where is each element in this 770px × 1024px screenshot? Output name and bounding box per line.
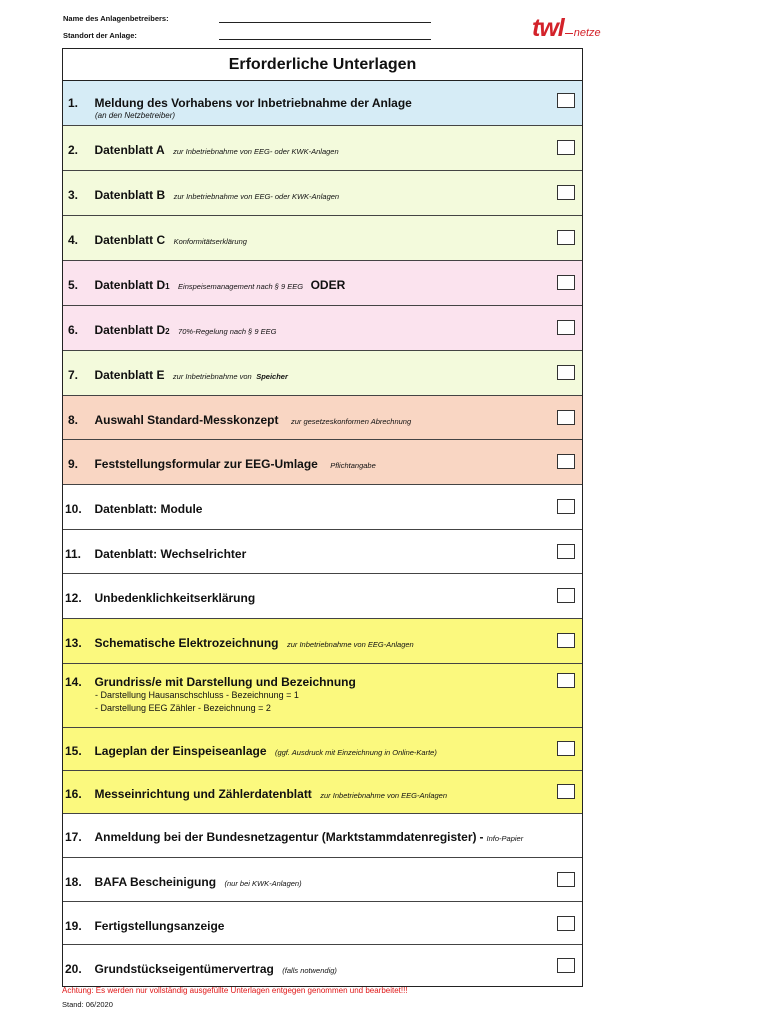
- item-number: 13.: [65, 636, 82, 650]
- item-row-15: [63, 728, 582, 771]
- item-subnote: (an den Netzbetreiber): [95, 111, 176, 120]
- item-label: Anmeldung bei der Bundesnetzagentur (Marktstammdatenregister): [94, 830, 477, 844]
- footer-warning: Achtung: Es werden nur vollständig ausgefüllte Unterlagen entgegen genommen und bearbeitet!!!: [62, 986, 408, 995]
- item-note: Info-Papier: [486, 834, 524, 843]
- item-row-5: [63, 261, 582, 306]
- item-subscript: 2: [165, 327, 170, 336]
- item-label: Unbedenklichkeitserklärung: [94, 591, 256, 605]
- footer-stand-date: Stand: 06/2020: [62, 1000, 113, 1009]
- item-note-bold: Speicher: [256, 372, 288, 381]
- item-label: Feststellungsformular zur EEG-Umlage: [94, 457, 318, 471]
- item-line: [65, 828, 523, 846]
- item-checkbox[interactable]: [557, 320, 575, 335]
- item-label: Datenblatt E: [94, 368, 165, 382]
- item-line: [65, 500, 202, 518]
- item-checkbox[interactable]: [557, 958, 575, 973]
- item-number: 16.: [65, 787, 82, 801]
- item-bullet: - Darstellung EEG Zähler - Bezeichnung = 2: [95, 703, 271, 713]
- item-number: 20.: [65, 962, 82, 976]
- item-note: zur Inbetriebnahme von EEG- oder KWK-Anlagen: [173, 192, 340, 201]
- item-checkbox[interactable]: [557, 140, 575, 155]
- item-number: 19.: [65, 919, 82, 933]
- item-checkbox[interactable]: [557, 454, 575, 469]
- item-row-3: [63, 171, 582, 216]
- item-number: 2.: [68, 143, 79, 157]
- item-label: Grundriss/e mit Darstellung und Bezeichnung: [94, 675, 356, 689]
- item-number: 9.: [68, 457, 79, 471]
- item-line: [68, 231, 247, 249]
- item-line: [65, 917, 224, 935]
- item-label: Datenblatt: Module: [94, 502, 203, 516]
- item-note: (nur bei KWK-Anlagen): [224, 879, 302, 888]
- item-number: 10.: [65, 502, 82, 516]
- item-note: Konformitätserklärung: [173, 237, 247, 246]
- item-label: BAFA Bescheinigung: [94, 875, 217, 889]
- item-number: 7.: [68, 368, 79, 382]
- item-checkbox[interactable]: [557, 365, 575, 380]
- item-line: [68, 141, 339, 159]
- logo-main-text: twl: [532, 14, 564, 42]
- item-row-8: [63, 396, 582, 440]
- item-line: [68, 321, 276, 339]
- item-checkbox[interactable]: [557, 544, 575, 559]
- item-line: [65, 873, 302, 891]
- item-label: Messeinrichtung und Zählerdatenblatt: [94, 787, 312, 801]
- item-line: [68, 94, 412, 112]
- item-line: [65, 960, 337, 978]
- item-row-19: [63, 902, 582, 945]
- item-note: Einspeisemanagement nach § 9 EEG: [178, 282, 304, 291]
- item-number: 12.: [65, 591, 82, 605]
- item-or-label: ODER: [310, 278, 346, 292]
- item-line: [65, 742, 437, 760]
- item-number: 14.: [65, 675, 82, 689]
- item-line: [68, 366, 288, 384]
- item-line: [68, 455, 376, 473]
- item-label: Meldung des Vorhabens vor Inbetriebnahme der Anlage: [94, 96, 412, 110]
- item-checkbox[interactable]: [557, 410, 575, 425]
- item-checkbox[interactable]: [557, 633, 575, 648]
- item-line: [65, 634, 414, 652]
- item-note: (ggf. Ausdruck mit Einzeichnung in Online-Karte): [274, 748, 437, 757]
- form-title: Erforderliche Unterlagen: [63, 49, 582, 81]
- item-row-9: [63, 440, 582, 485]
- item-row-12: [63, 574, 582, 619]
- item-label: Schematische Elektrozeichnung: [94, 636, 279, 650]
- item-row-11: [63, 530, 582, 574]
- item-number: 18.: [65, 875, 82, 889]
- item-bullet: - Darstellung Hausanschschluss - Bezeichnung = 1: [95, 690, 299, 700]
- item-row-10: [63, 485, 582, 530]
- item-number: 6.: [68, 323, 79, 337]
- item-number: 17.: [65, 830, 82, 844]
- item-label: Datenblatt D: [94, 278, 166, 292]
- item-line: [68, 186, 339, 204]
- item-dash: -: [479, 830, 484, 844]
- item-label: Fertigstellungsanzeige: [94, 919, 225, 933]
- item-subscript: 1: [165, 282, 170, 291]
- documents-form: [62, 48, 583, 987]
- item-note: zur Inbetriebnahme von: [172, 372, 252, 381]
- item-checkbox[interactable]: [557, 916, 575, 931]
- item-row-20: [63, 945, 582, 986]
- item-label: Datenblatt D: [94, 323, 166, 337]
- item-note: zur Inbetriebnahme von EEG-Anlagen: [320, 791, 448, 800]
- item-note: zur Inbetriebnahme von EEG-Anlagen: [286, 640, 414, 649]
- item-line: [65, 589, 255, 607]
- item-number: 15.: [65, 744, 82, 758]
- item-line: [68, 276, 345, 294]
- item-number: 3.: [68, 188, 79, 202]
- item-row-4: [63, 216, 582, 261]
- item-label: Datenblatt C: [94, 233, 166, 247]
- item-checkbox[interactable]: [557, 673, 575, 688]
- item-number: 8.: [68, 413, 79, 427]
- item-checkbox[interactable]: [557, 588, 575, 603]
- item-note: Pflichtangabe: [330, 461, 376, 470]
- item-number: 5.: [68, 278, 79, 292]
- item-checkbox[interactable]: [557, 275, 575, 290]
- item-checkbox[interactable]: [557, 499, 575, 514]
- twl-netze-logo: [532, 14, 601, 42]
- item-checkbox[interactable]: [557, 872, 575, 887]
- item-note: zur Inbetriebnahme von EEG- oder KWK-Anlagen: [173, 147, 339, 156]
- item-checkbox[interactable]: [557, 230, 575, 245]
- item-number: 4.: [68, 233, 79, 247]
- item-line: [65, 673, 356, 691]
- item-number: 1.: [68, 96, 79, 110]
- item-line: [65, 785, 447, 803]
- item-label: Grundstückseigentümervertrag: [94, 962, 274, 976]
- item-note: zur gesetzeskonformen Abrechnung: [290, 417, 412, 426]
- item-row-17: [63, 814, 582, 858]
- item-label: Lageplan der Einspeiseanlage: [94, 744, 267, 758]
- item-checkbox[interactable]: [557, 741, 575, 756]
- item-row-6: [63, 306, 582, 351]
- item-number: 11.: [65, 547, 82, 561]
- item-line: [65, 545, 246, 563]
- item-row-13: [63, 619, 582, 664]
- item-note: 70%-Regelung nach § 9 EEG: [178, 327, 277, 336]
- item-row-18: [63, 858, 582, 902]
- item-checkbox[interactable]: [557, 93, 575, 108]
- item-row-1: [63, 81, 582, 126]
- item-row-16: [63, 771, 582, 814]
- item-line: [68, 411, 411, 429]
- item-note: (falls notwendig): [282, 966, 337, 975]
- logo-sub-text: netze: [565, 27, 601, 39]
- item-label: Datenblatt A: [94, 143, 165, 157]
- operator-name-field[interactable]: [219, 22, 431, 23]
- operator-name-label: Name des Anlagenbetreibers:: [63, 14, 169, 23]
- item-label: Datenblatt: Wechselrichter: [94, 547, 247, 561]
- location-field[interactable]: [219, 39, 431, 40]
- item-row-7: [63, 351, 582, 396]
- item-row-14: [63, 664, 582, 728]
- location-label: Standort der Anlage:: [63, 31, 137, 40]
- item-checkbox[interactable]: [557, 784, 575, 799]
- item-label: Datenblatt B: [94, 188, 166, 202]
- item-checkbox[interactable]: [557, 185, 575, 200]
- item-label: Auswahl Standard-Messkonzept: [94, 413, 279, 427]
- item-row-2: [63, 126, 582, 171]
